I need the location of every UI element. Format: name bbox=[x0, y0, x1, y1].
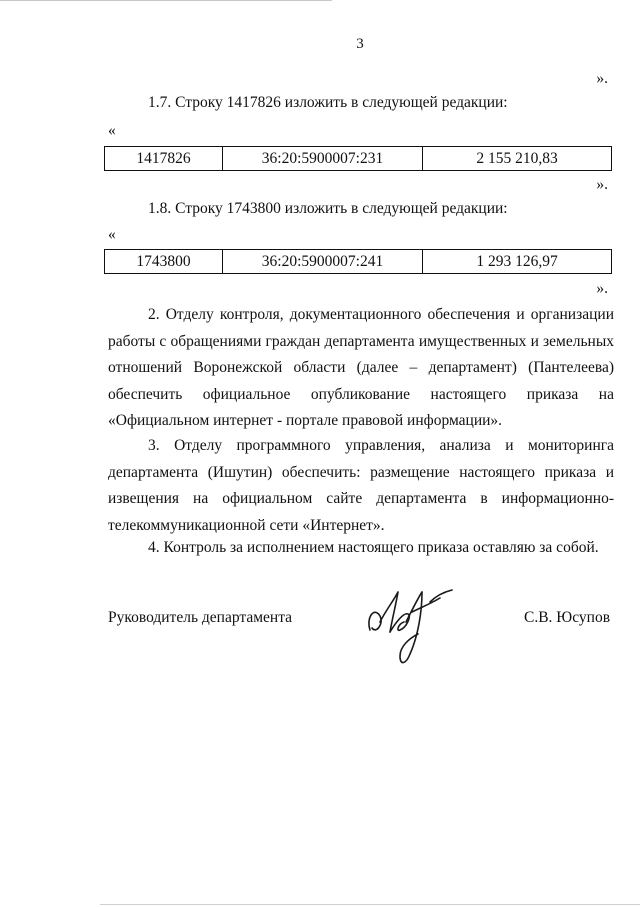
amendment-table bbox=[104, 249, 612, 274]
paragraph-line: 2. Отделу контроля, документационного обеспечения и организации bbox=[148, 306, 614, 323]
signatory-name: С.В. Юсупов bbox=[524, 609, 611, 626]
signatory-title: Руководитель департамента bbox=[108, 609, 293, 626]
paragraph-line: отношений Воронежской области (далее – департамент) (Пантелеева) bbox=[108, 359, 614, 376]
value-cell: 1 293 126,97 bbox=[476, 252, 558, 270]
closing-quote: ». bbox=[596, 280, 608, 297]
opening-quote: « bbox=[108, 122, 116, 139]
row-number-cell: 1743800 bbox=[105, 250, 223, 273]
amendment-heading: 1.8. Строку 1743800 изложить в следующей редакции: bbox=[148, 200, 508, 217]
paragraph-line: работы с обращениями граждан департамента имущественных и земельных bbox=[108, 332, 614, 350]
paragraph-line: «Официальном интернет - портале правовой информации». bbox=[108, 412, 503, 429]
opening-quote: « bbox=[108, 226, 116, 243]
handwritten-signature bbox=[360, 582, 460, 674]
paragraph-line: телекоммуникационной сети «Интернет». bbox=[108, 516, 385, 534]
paragraph-line: обеспечить официальное опубликование настоящего приказа на bbox=[108, 385, 614, 403]
amendment-heading: 1.7. Строку 1417826 изложить в следующей редакции: bbox=[148, 94, 508, 111]
closing-quote: ». bbox=[596, 70, 608, 87]
paragraph-line: извещения на официальном сайте департамента в информационно- bbox=[108, 490, 614, 507]
paragraph-2 bbox=[108, 302, 614, 435]
closing-quote: ». bbox=[596, 176, 608, 193]
paragraph-4: 4. Контроль за исполнением настоящего приказа оставляю за собой. bbox=[148, 539, 599, 556]
cadastral-number-cell: 36:20:5900007:231 bbox=[223, 147, 423, 170]
amendment-table bbox=[104, 146, 612, 171]
paragraph-line: департамента (Ишутин) обеспечить: размещение настоящего приказа и bbox=[108, 463, 614, 481]
paragraph-line: 3. Отделу программного управления, анализа и мониторинга bbox=[148, 437, 614, 454]
scan-bottom-rule bbox=[100, 904, 640, 905]
scan-top-rule bbox=[0, 0, 332, 1]
cadastral-number-cell: 36:20:5900007:241 bbox=[223, 250, 423, 273]
value-cell: 2 155 210,83 bbox=[476, 149, 558, 167]
page-number: 3 bbox=[356, 36, 364, 52]
paragraph-3 bbox=[108, 433, 614, 539]
row-number-cell: 1417826 bbox=[105, 147, 223, 170]
